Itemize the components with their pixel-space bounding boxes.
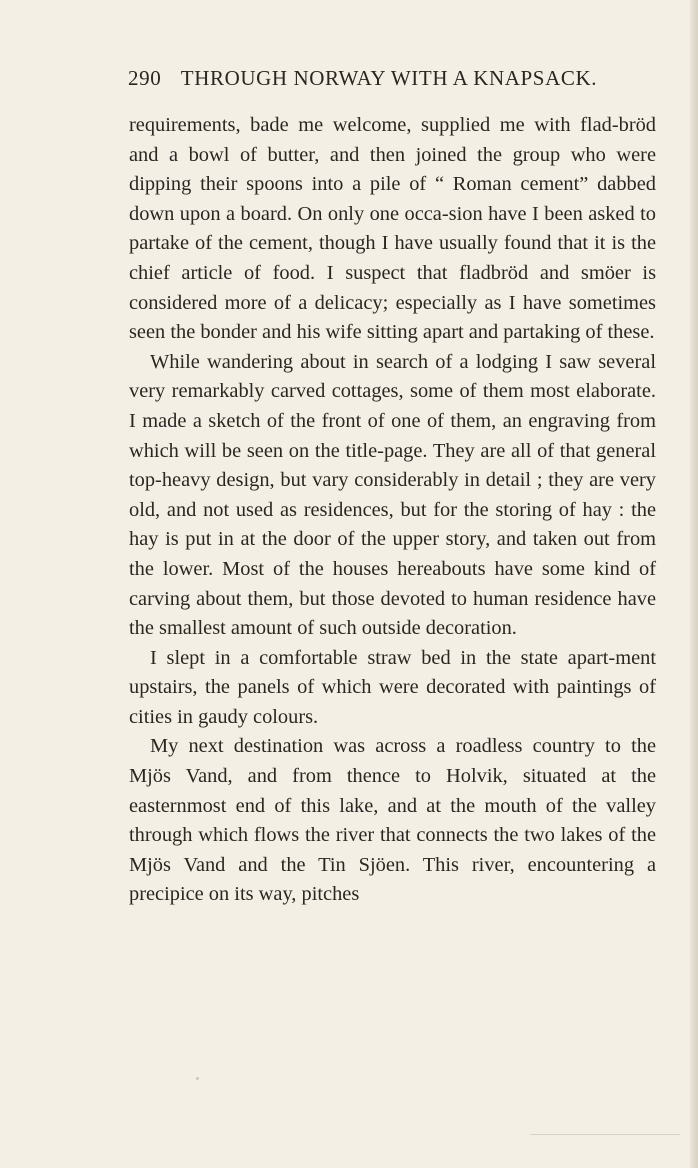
paragraph-2: While wandering about in search of a lodging I saw several very remarkably carved cottages, some of them most elaborate. I made a sketch of the front of one of them, an engraving from which will be seen on the title-page. They are all of that general top-heavy design, but vary considerably in detail ; they are very old, and not used as residences, but for the storing of hay : the hay is put in at the door of the upper story, and taken out from the lower. Most of the houses hereabouts have some kind of carving about them, but those devoted to human residence have the smallest amount of such outside decoration. bbox=[129, 350, 656, 640]
body-text bbox=[129, 111, 656, 910]
page-number: 290 bbox=[128, 66, 162, 90]
running-title: THROUGH NORWAY WITH A KNAPSACK. bbox=[180, 66, 598, 90]
paragraph-4: My next destination was across a roadless country to the Mjös Vand, and from thence to Holvik, situated at the easternmost end of this lake, and at the mouth of the valley through which flows the river that connects the two lakes of the Mjös Vand and the Tin Sjöen. This river, encountering a precipice on its way, pitches bbox=[129, 735, 656, 906]
page-edge bbox=[690, 0, 698, 1168]
paragraph-1: requirements, bade me welcome, supplied me with flad-bröd and a bowl of butter, and then joined the group who were dipping their spoons into a pile of “ Roman cement” dabbed down upon a board. On only one occa-sion have I been asked to partake of the cement, though I have usually found that it is the chief article of food. I suspect that fladbröd and smöer is considered more of a delicacy; especially as I have sometimes seen the bonder and his wife sitting apart and partaking of these. bbox=[129, 114, 656, 344]
paragraph-3: I slept in a comfortable straw bed in the state apart-ment upstairs, the panels of which were decorated with paintings of cities in gaudy colours. bbox=[129, 646, 656, 728]
running-header bbox=[128, 66, 658, 91]
paper-mark bbox=[530, 1134, 680, 1135]
paper-speck bbox=[196, 1077, 199, 1080]
